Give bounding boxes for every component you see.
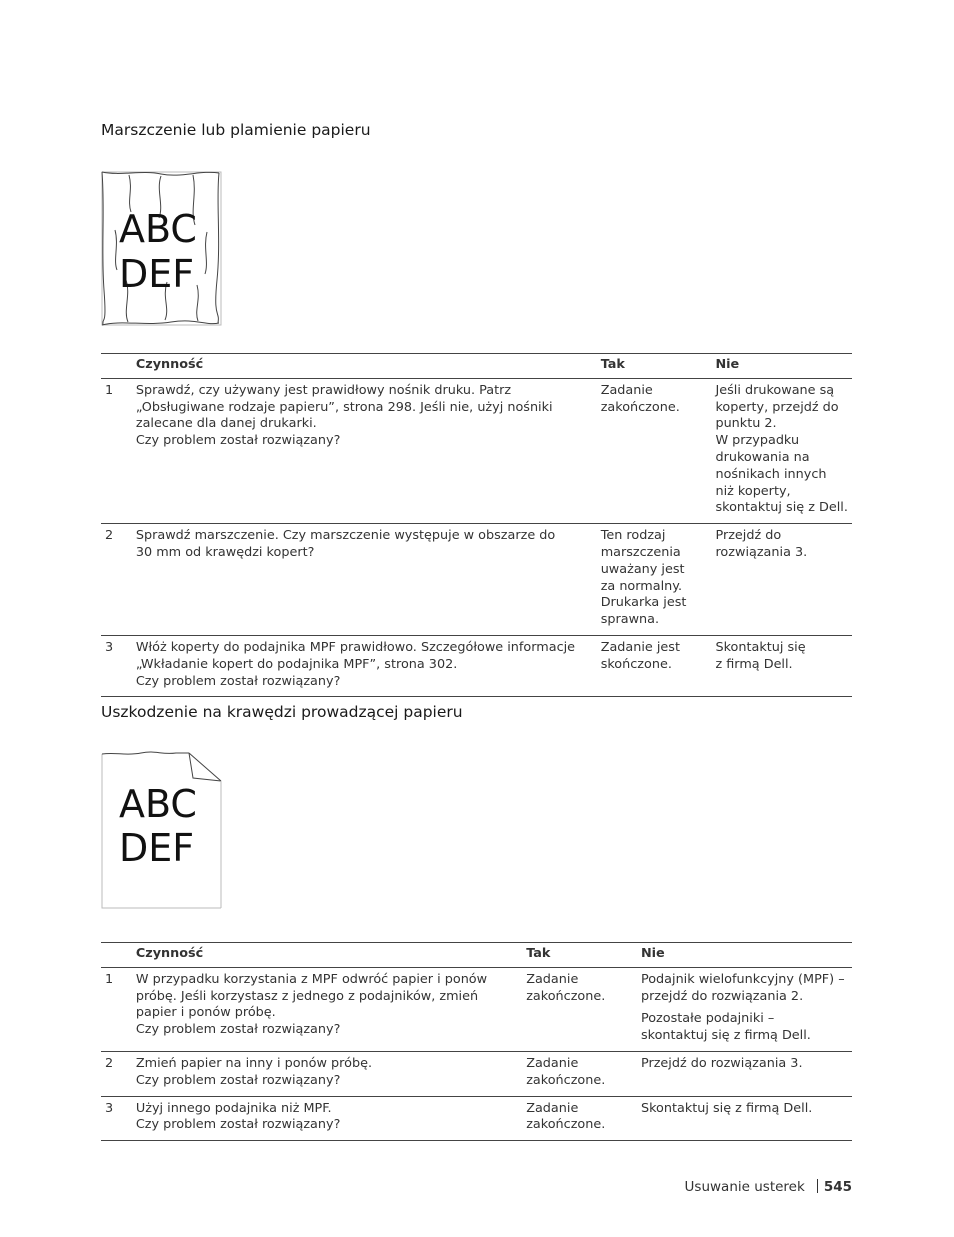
cell-text-line: koperty, przejdź do: [715, 399, 839, 415]
cell-text-line: punktu 2.: [715, 416, 777, 432]
cell-text-line: Zadanie: [526, 1055, 579, 1071]
cell-text-line: Pozostałe podajniki –: [640, 1011, 775, 1027]
table-header-row: [101, 943, 852, 968]
cell-yes: [522, 1051, 637, 1096]
cell-action: [132, 378, 597, 523]
cell-text-line: nośnikach innych: [715, 466, 827, 482]
table-header-row: [101, 354, 852, 379]
cell-no: [711, 524, 852, 636]
figure-text-def: DEF: [119, 252, 195, 296]
cell-action: [132, 524, 597, 636]
table-row: [101, 635, 852, 696]
figure-text-abc: ABC: [119, 207, 197, 251]
cell-no: [637, 1096, 852, 1141]
cell-text-line: zakończone.: [600, 399, 680, 415]
cell-text-line: W przypadku korzystania z MPF odwróć papier i ponów: [135, 971, 488, 987]
cell-text-line: z firmą Dell.: [715, 656, 793, 672]
table-row: [101, 524, 852, 636]
row-number: 3: [101, 635, 132, 696]
cell-text-line: Czy problem został rozwiązany?: [135, 433, 341, 449]
cell-no: [637, 967, 852, 1051]
row-number: 2: [101, 524, 132, 636]
cell-text-line: zakończone.: [526, 1072, 606, 1088]
section-title-wrinkle: Marszczenie lub plamienie papieru: [101, 121, 371, 139]
header-yes: Tak: [597, 354, 712, 379]
cell-text-line: Ten rodzaj: [600, 528, 666, 544]
header-yes: Tak: [522, 943, 637, 968]
cell-text-line: „Obsługiwane rodzaje papieru”, strona 298. Jeśli nie, użyj nośniki: [135, 399, 553, 415]
cell-no: [711, 635, 852, 696]
cell-text-line: Czy problem został rozwiązany?: [135, 1117, 341, 1133]
leading-edge-troubleshoot-table: [101, 942, 852, 1141]
cell-no: [637, 1051, 852, 1096]
cell-text-line: Sprawdź marszczenie. Czy marszczenie występuje w obszarze do: [135, 528, 556, 544]
cell-text-line: Włóż koperty do podajnika MPF prawidłowo. Szczegółowe informacje: [135, 639, 576, 655]
cell-text-line: marszczenia: [600, 544, 681, 560]
cell-text-line: W przypadku: [715, 433, 800, 449]
row-number: 2: [101, 1051, 132, 1096]
cell-text-line: Przejdź do rozwiązania 3.: [640, 1055, 803, 1071]
footer-separator: [817, 1179, 818, 1193]
cell-text-line: zalecane dla danej drukarki.: [135, 416, 317, 432]
table-row: [101, 1096, 852, 1141]
cell-text-line: przejdź do rozwiązania 2.: [640, 988, 804, 1004]
cell-text-line: Zadanie: [526, 971, 579, 987]
header-no: Nie: [637, 943, 852, 968]
cell-text-line: Podajnik wielofunkcyjny (MPF) –: [640, 971, 845, 987]
cell-yes: [597, 635, 712, 696]
cell-text-line: skontaktuj się z firmą Dell.: [640, 1028, 811, 1044]
cell-text-line: skontaktuj się z Dell.: [715, 500, 848, 516]
cell-text-line: „Wkładanie kopert do podajnika MPF”, strona 302.: [135, 656, 458, 672]
cell-action: [132, 1051, 522, 1096]
cell-text-line: Zmień papier na inny i ponów próbę.: [135, 1055, 373, 1071]
table-row: [101, 378, 852, 523]
cell-yes: [522, 1096, 637, 1141]
cell-text-line: Czy problem został rozwiązany?: [135, 1022, 341, 1038]
page-footer: [685, 1179, 852, 1195]
cell-text-line: zakończone.: [526, 988, 606, 1004]
footer-section-name: Usuwanie usterek: [684, 1179, 805, 1195]
row-number: 1: [101, 967, 132, 1051]
cell-text-line: Sprawdź, czy używany jest prawidłowy nośnik druku. Patrz: [135, 382, 512, 398]
cell-text-line: Zadanie: [600, 382, 653, 398]
row-number: 1: [101, 378, 132, 523]
cell-text-line: sprawna.: [600, 612, 660, 628]
section-title-leading-edge: Uszkodzenie na krawędzi prowadzącej papieru: [101, 703, 463, 721]
cell-text-line: próbę. Jeśli korzystasz z jednego z podajników, zmień: [135, 988, 479, 1004]
header-action: Czynność: [132, 354, 597, 379]
cell-text-line: rozwiązania 3.: [715, 544, 808, 560]
cell-yes: [597, 524, 712, 636]
cell-text-line: skończone.: [600, 656, 672, 672]
cell-text-line: Przejdź do: [715, 528, 782, 544]
wrinkled-paper-illustration: [101, 170, 223, 328]
cell-text-line: Czy problem został rozwiązany?: [135, 1072, 341, 1088]
table-row: [101, 967, 852, 1051]
figure-text-def: DEF: [119, 826, 195, 870]
cell-text-line: drukowania na: [715, 449, 810, 465]
header-action: Czynność: [132, 943, 522, 968]
cell-no: [711, 378, 852, 523]
cell-text-line: Skontaktuj się z firmą Dell.: [640, 1100, 813, 1116]
figure-text-abc: ABC: [119, 782, 197, 826]
cell-yes: [597, 378, 712, 523]
cell-text-line: uważany jest: [600, 561, 685, 577]
row-number: 3: [101, 1096, 132, 1141]
cell-text-line: Czy problem został rozwiązany?: [135, 673, 341, 689]
wrinkle-troubleshoot-table: [101, 353, 852, 697]
cell-yes: [522, 967, 637, 1051]
cell-text-line: niż koperty,: [715, 483, 791, 499]
cell-action: [132, 967, 522, 1051]
damaged-edge-paper-illustration: [101, 750, 225, 912]
cell-text-line: Użyj innego podajnika niż MPF.: [135, 1100, 332, 1116]
cell-text-line: Jeśli drukowane są: [715, 382, 835, 398]
cell-text-line: zakończone.: [526, 1117, 606, 1133]
cell-action: [132, 1096, 522, 1141]
cell-text-line: Skontaktuj się: [715, 639, 806, 655]
cell-action: [132, 635, 597, 696]
cell-text-line: Zadanie: [526, 1100, 579, 1116]
cell-text-line: 30 mm od krawędzi kopert?: [135, 544, 315, 560]
table-row: [101, 1051, 852, 1096]
header-no: Nie: [711, 354, 852, 379]
cell-text-line: Zadanie jest: [600, 639, 680, 655]
page-number: 545: [823, 1179, 852, 1195]
cell-text-line: Drukarka jest: [600, 595, 687, 611]
cell-text-line: papier i ponów próbę.: [135, 1005, 276, 1021]
cell-text-line: za normalny.: [600, 578, 683, 594]
